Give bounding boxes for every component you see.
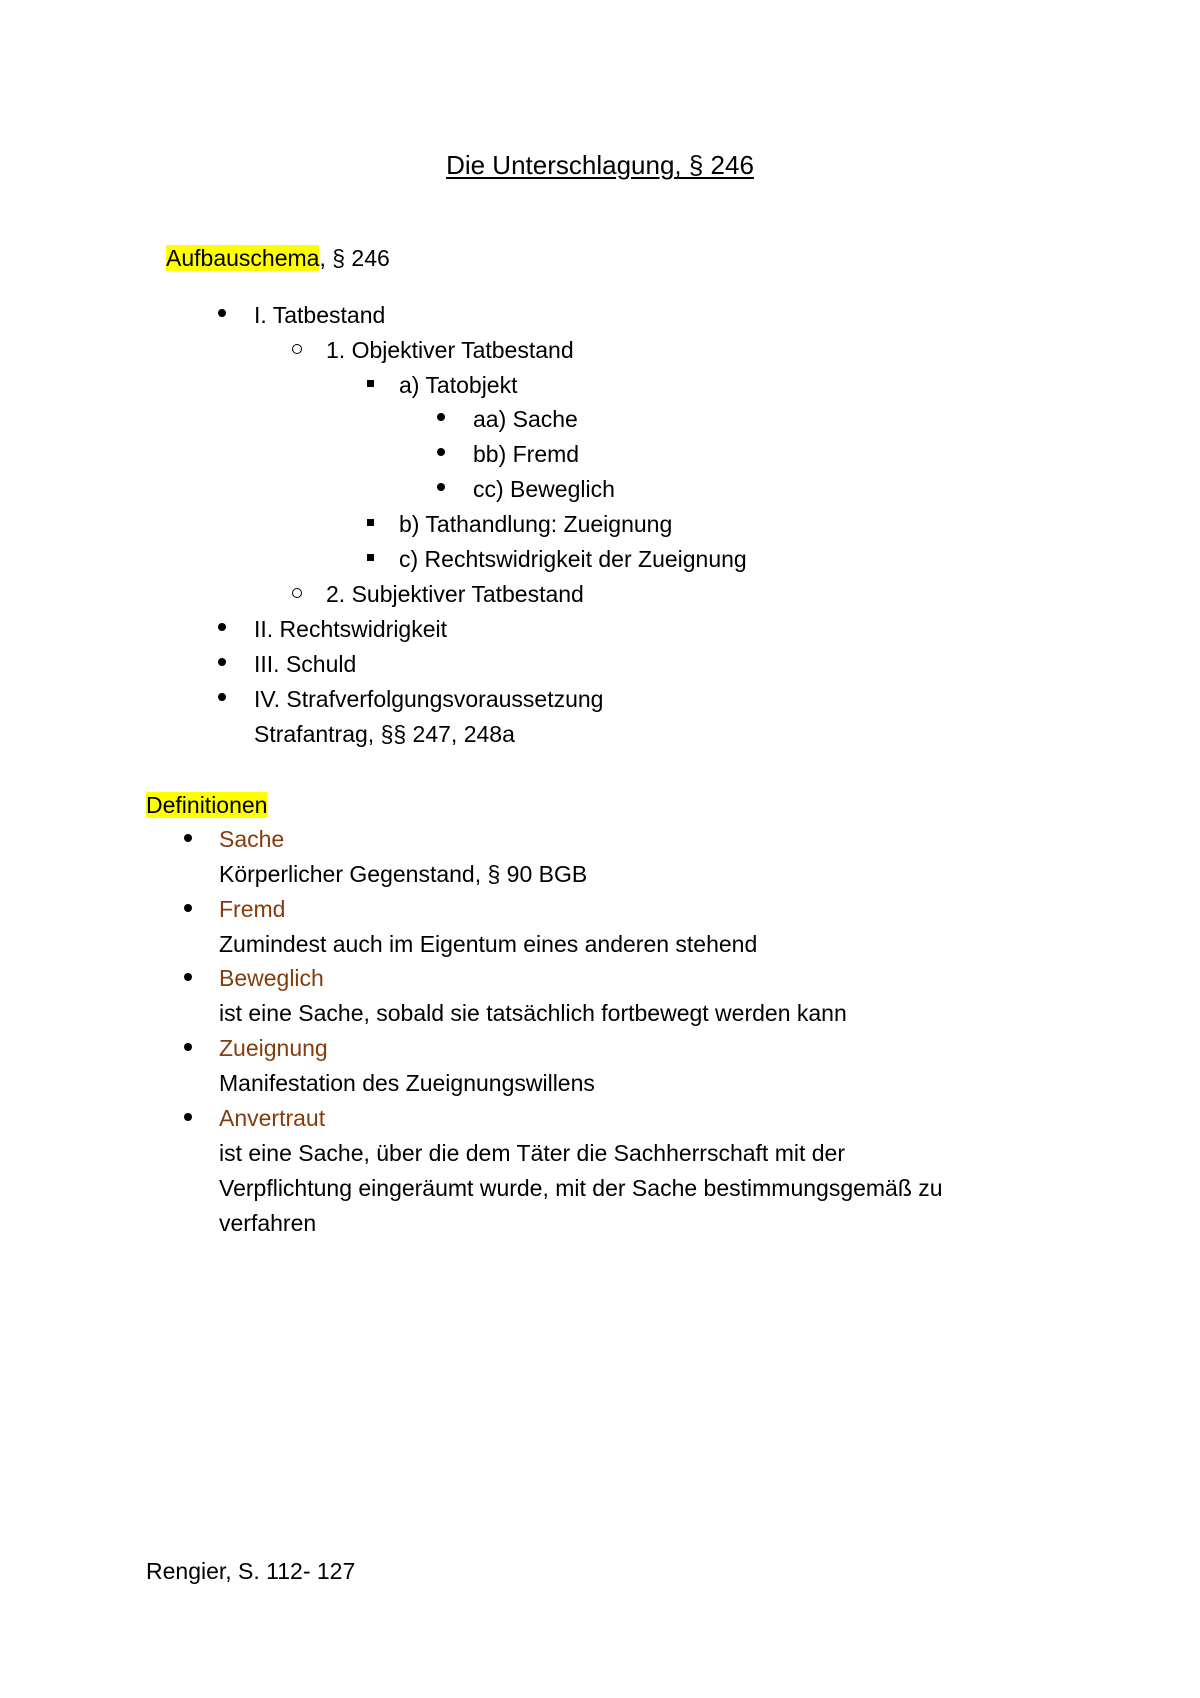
bullet-circle-icon — [292, 588, 302, 598]
list-item-continuation: Strafantrag, §§ 247, 248a — [254, 721, 515, 747]
definitions-heading-text: Definitionen — [146, 792, 268, 818]
bullet-disc-icon — [218, 309, 226, 317]
definition-term: Fremd — [219, 896, 286, 922]
definition-text: ist eine Sache, über die dem Täter die Sachherrschaft mit der — [219, 1140, 846, 1166]
schema-heading — [166, 243, 390, 273]
definition-text: Manifestation des Zueignungswillens — [219, 1070, 595, 1096]
definition-text: Verpflichtung eingeräumt wurde, mit der Sache bestimmungsgemäß zu — [219, 1175, 943, 1201]
definition-term: Anvertraut — [219, 1105, 326, 1131]
list-item: I. Tatbestand — [254, 302, 386, 328]
definition-text: ist eine Sache, sobald sie tatsächlich fortbewegt werden kann — [219, 1000, 847, 1026]
bullet-disc-icon — [218, 623, 226, 631]
list-item: bb) Fremd — [473, 441, 580, 467]
bullet-square-icon — [367, 380, 374, 387]
definition-term: Zueignung — [219, 1035, 328, 1061]
bullet-disc-icon — [184, 834, 192, 842]
bullet-disc-icon — [184, 904, 192, 912]
bullet-disc-icon — [184, 973, 192, 981]
bullet-disc-icon — [437, 413, 445, 421]
page-title-text: Die Unterschlagung, § 246 — [446, 150, 754, 180]
bullet-disc-icon — [184, 1113, 192, 1121]
list-item: III. Schuld — [254, 651, 357, 677]
footer-reference: Rengier, S. 112- 127 — [146, 1558, 356, 1584]
bullet-disc-icon — [218, 658, 226, 666]
list-item: cc) Beweglich — [473, 476, 615, 502]
definition-term: Sache — [219, 826, 285, 852]
list-item: II. Rechtswidrigkeit — [254, 616, 448, 642]
bullet-disc-icon — [218, 693, 226, 701]
list-item: aa) Sache — [473, 406, 578, 432]
bullet-circle-icon — [292, 344, 302, 354]
bullet-square-icon — [367, 519, 374, 526]
bullet-square-icon — [367, 554, 374, 561]
list-item: 1. Objektiver Tatbestand — [326, 337, 574, 363]
bullet-disc-icon — [437, 483, 445, 491]
definition-term: Beweglich — [219, 965, 324, 991]
bullet-disc-icon — [184, 1043, 192, 1051]
definitions-heading — [146, 790, 267, 820]
schema-heading-rest: , § 246 — [319, 245, 390, 271]
bullet-disc-icon — [437, 448, 445, 456]
list-item: 2. Subjektiver Tatbestand — [326, 581, 584, 607]
list-item: a) Tatobjekt — [399, 372, 518, 398]
definition-text: verfahren — [219, 1210, 317, 1236]
definition-text: Körperlicher Gegenstand, § 90 BGB — [219, 861, 588, 887]
page-title — [0, 150, 1200, 180]
schema-heading-highlight: Aufbauschema — [166, 245, 320, 271]
list-item: b) Tathandlung: Zueignung — [399, 511, 673, 537]
definition-text: Zumindest auch im Eigentum eines anderen stehend — [219, 931, 758, 957]
list-item: IV. Strafverfolgungsvoraussetzung — [254, 686, 604, 712]
list-item: c) Rechtswidrigkeit der Zueignung — [399, 546, 747, 572]
